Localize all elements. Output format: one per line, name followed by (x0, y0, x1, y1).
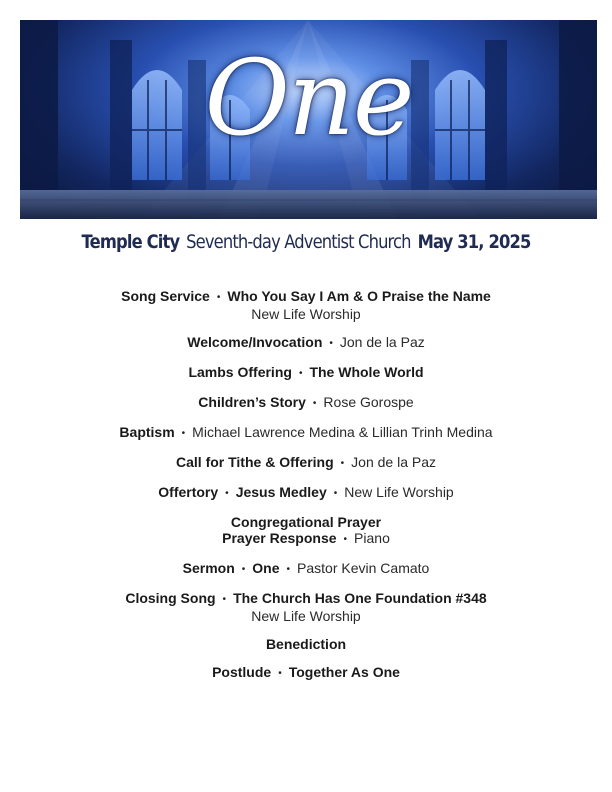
item-label: Song Service (121, 288, 210, 304)
item-label: Benediction (265, 636, 347, 652)
program-item-benediction (0, 636, 612, 652)
banner-title: One (204, 37, 413, 159)
bullet-separator: • (216, 292, 221, 303)
item-performer: Rose Gorospe (323, 394, 414, 410)
program-item-tithe-offering (0, 454, 612, 472)
church-header (43, 231, 569, 253)
item-performer: New Life Worship (344, 484, 454, 500)
bullet-separator: • (340, 458, 345, 469)
item-label: Children’s Story (198, 394, 306, 410)
bullet-separator: • (225, 488, 229, 499)
item-performer: New Life Worship (251, 608, 361, 624)
program-item-song-service (0, 288, 612, 322)
program-item-childrens-story (0, 394, 612, 412)
item-label: Postlude (212, 664, 272, 680)
item-title: Jesus Medley (235, 484, 327, 500)
bullet-separator: • (333, 488, 338, 499)
item-label: Sermon (182, 560, 235, 576)
item-label: Offertory (158, 484, 219, 500)
bullet-separator: • (222, 594, 227, 605)
church-name: Seventh-day Adventist Church (186, 231, 411, 253)
bullet-separator: • (278, 668, 282, 679)
item-performer: Jon de la Paz (351, 454, 436, 470)
item-title: One (252, 560, 280, 576)
item-label: Baptism (119, 424, 175, 440)
item-label: Closing Song (125, 590, 216, 606)
program-item-lambs-offering (0, 364, 612, 382)
program-item-welcome (0, 334, 612, 352)
item-label: Call for Tithe & Offering (176, 454, 334, 470)
item-performer: New Life Worship (251, 306, 361, 322)
bullet-separator: • (298, 368, 303, 379)
cathedral-banner (20, 20, 597, 219)
item-label: Lambs Offering (188, 364, 292, 380)
item-title: Together As One (288, 664, 400, 680)
item-performer: Jon de la Paz (339, 334, 425, 350)
bullet-separator: • (241, 564, 246, 575)
bullet-separator: • (181, 428, 186, 439)
item-sub-label: Prayer Response (222, 530, 337, 546)
program-item-postlude (0, 664, 612, 682)
program-item-sermon (0, 560, 612, 578)
item-title: The Church Has One Foundation #348 (233, 590, 487, 606)
program-item-baptism (0, 424, 612, 442)
bullet-separator: • (329, 338, 333, 349)
item-label: Congregational Prayer (230, 514, 382, 530)
item-performer: Michael Lawrence Medina & Lillian Trinh Medina (192, 424, 493, 440)
program-item-prayer (0, 514, 612, 548)
service-date: May 31, 2025 (417, 231, 531, 253)
program-list (0, 288, 612, 694)
bullet-separator: • (286, 564, 291, 575)
item-title: The Whole World (309, 364, 424, 380)
church-city: Temple City (81, 231, 180, 253)
item-label: Welcome/Invocation (187, 334, 323, 350)
bullet-separator: • (312, 398, 317, 409)
item-performer: Pastor Kevin Camato (297, 560, 430, 576)
item-performer: Piano (354, 530, 390, 546)
program-item-offertory (0, 484, 612, 502)
bullet-separator: • (343, 534, 348, 545)
program-item-closing-song (0, 590, 612, 624)
item-title: Who You Say I Am & O Praise the Name (227, 288, 491, 304)
